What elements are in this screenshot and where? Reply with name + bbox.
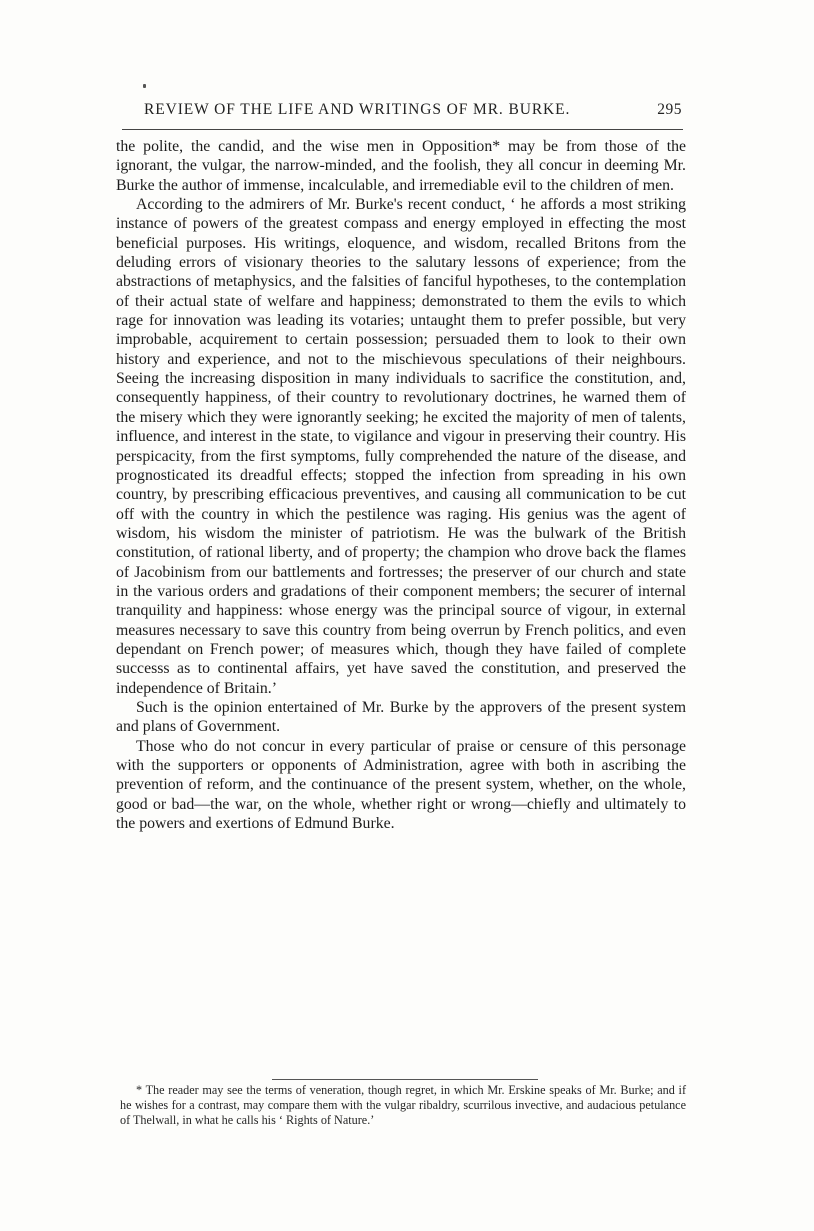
- paragraph-admirers-quote: According to the admirers of Mr. Burke's recent conduct, ‘ he affords a most striking instance of powers of the greatest compass and energy employed in effecting the most beneficial purposes. His writings, eloquence, and wisdom, recalled Britons from the deluding errors of visionary theories to the salutary lessons of experience; from the abstractions of metaphysics, and the falsities of fanciful hypotheses, to the contemplation of their actual state of welfare and happiness; demonstrated to them the evils to which rage for innovation was leading its votaries; untaught them to prefer possible, but very improbable, acquirement to certain possession; persuaded them to look to their own history and experience, and not to the mischievous speculations of their neighbours. Seeing the increasing disposition in many individuals to sacrifice the constitution, and, consequently happiness, of their country to revolutionary doctrines, he warned them of the misery which they were ignorantly seeking; he excited the majority of men of talents, influence, and interest in the state, to vigilance and vigour in preserving their country. His perspicacity, from the first symptoms, fully comprehended the nature of the disease, and prognosticated its dreadful effects; stopped the infection from spreading in his own country, by prescribing efficacious preventives, and causing all communication to be cut off with the country in which the pestilence was raging. His genius was the agent of wisdom, his wisdom the minister of patriotism. He was the bulwark of the British constitution, of rational liberty, and of property; the champion who drove back the flames of Jacobinism from our battlements and fortresses; the preserver of our church and state in the various orders and gradations of their component members; the securer of internal tranquility and happiness: whose energy was the principal source of vigour, in external measures necessary to save this country from being overrun by French politics, and even dependant on French power; of measures which, though they have failed of complete successs as to continental affairs, yet have saved the constitution, and preserved the independence of Britain.’: [116, 196, 686, 697]
- paragraph-those-who: Those who do not concur in every particular of praise or censure of this personage with the supporters or opponents of Administration, agree with both in ascribing the prevention of reform, and the continuance of the present system, whether, on the whole, good or bad—the war, on the whole, whether right or wrong—chiefly and ultimately to the powers and exertions of Edmund Burke.: [116, 737, 686, 833]
- running-title: REVIEW OF THE LIFE AND WRITINGS OF MR. BURKE.: [144, 101, 571, 118]
- main-text: [116, 137, 686, 833]
- paragraph-continued: the polite, the candid, and the wise men in Opposition* may be from those of the ignorant, the vulgar, the narrow-minded, and the foolish, they all concur in deeming Mr. Burke the author of immense, incalculable, and irremediable evil to the children of men.: [116, 138, 686, 194]
- footnote-rule: [272, 1079, 538, 1080]
- page-number: 295: [657, 101, 682, 118]
- printer-mark: [143, 84, 146, 88]
- paragraph-opinion: Such is the opinion entertained of Mr. Burke by the approvers of the present system and plans of Government.: [116, 698, 686, 736]
- header-rule: [122, 129, 683, 130]
- running-header: [144, 101, 682, 127]
- footnote: * The reader may see the terms of veneration, though regret, in which Mr. Erskine speaks of Mr. Burke; and if he wishes for a contrast, may compare them with the vulgar ribaldry, scurrilous invective, and audacious petulance of Thelwall, in what he calls his ‘ Rights of Nature.’: [120, 1083, 686, 1128]
